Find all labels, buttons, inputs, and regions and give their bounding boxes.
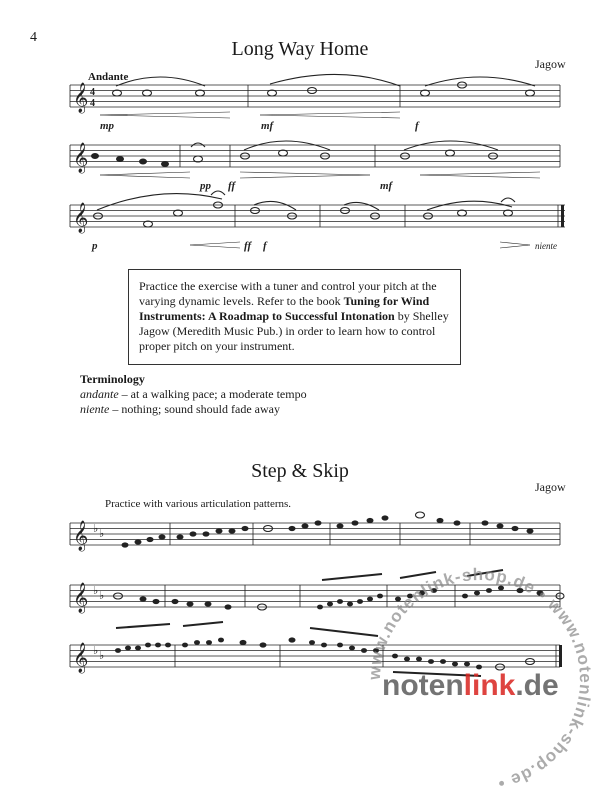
dynamic-f: f [415,120,419,132]
treble-clef-icon: 𝄞 [73,583,89,613]
music-staff-system-2 [0,142,600,202]
watermark-ring-text: www.notenlink-shop.de • www.notenlink-shop.de • [364,564,596,794]
watermark-brand-part-2: link [463,669,516,702]
terminology-heading: Terminology [80,372,145,386]
book-title: Tuning for Wind Instruments: A Roadmap to Successful Intonation [139,294,430,323]
svg-text:notenlink.de [382,669,559,702]
dynamic-mf: mf [261,120,274,132]
term-entry [80,387,307,402]
dynamic-mf: mf [380,180,393,192]
term-definition: – at a walking pace; a moderate tempo [118,387,307,401]
articulation-instruction: Practice with various articulation patterns. [105,498,292,510]
dynamic-p: p [92,240,98,252]
svg-text:4: 4 [90,87,95,98]
terminology-section [80,372,307,417]
treble-clef-icon: 𝄞 [73,143,89,173]
svg-text:♭: ♭ [99,650,105,662]
treble-clef-icon: 𝄞 [73,643,89,673]
dynamic-mp: mp [100,120,115,132]
practice-note-box [128,269,461,365]
watermark-brand-part-1: noten [382,669,464,702]
page-number: 4 [30,30,37,45]
treble-clef-icon: 𝄞 [73,521,89,551]
practice-text-end: by Shelley Jagow (Meredith Music Pub.) in order to learn how to control proper pitch on your instrument. [139,309,449,353]
dynamic-ff: ff [244,240,252,252]
svg-text:♭: ♭ [93,523,99,535]
shop-watermark-stamp [360,560,600,800]
composer-name: Jagow [535,57,566,71]
tempo-marking: Andante [88,71,129,83]
term-word: niente [80,402,110,416]
svg-text:♭: ♭ [93,585,99,597]
svg-text:♭: ♭ [93,645,99,657]
composer-name: Jagow [535,480,566,494]
treble-clef-icon: 𝄞 [73,203,89,233]
dynamic-niente: niente [535,241,557,251]
term-definition: – nothing; sound should fade away [109,402,280,416]
music-staff-system-1 [0,82,600,142]
dynamic-ff: ff [228,180,236,192]
dynamic-f: f [263,240,267,252]
term-entry [80,402,307,417]
piece-title: Step & Skip [251,460,349,482]
treble-clef-icon: 𝄞 [73,83,89,113]
watermark-brand-part-3: .de [515,669,559,702]
practice-text: Practice the exercise with a tuner and control your pitch at the varying dynamic levels. Refer to the book [139,279,437,308]
term-word: andante [80,387,119,401]
dynamic-pp: pp [200,180,211,192]
svg-text:♭: ♭ [99,528,105,540]
svg-text:♭: ♭ [99,590,105,602]
svg-text:4: 4 [90,98,95,109]
piece-title: Long Way Home [231,38,369,60]
music-staff-system-3 [0,202,600,262]
